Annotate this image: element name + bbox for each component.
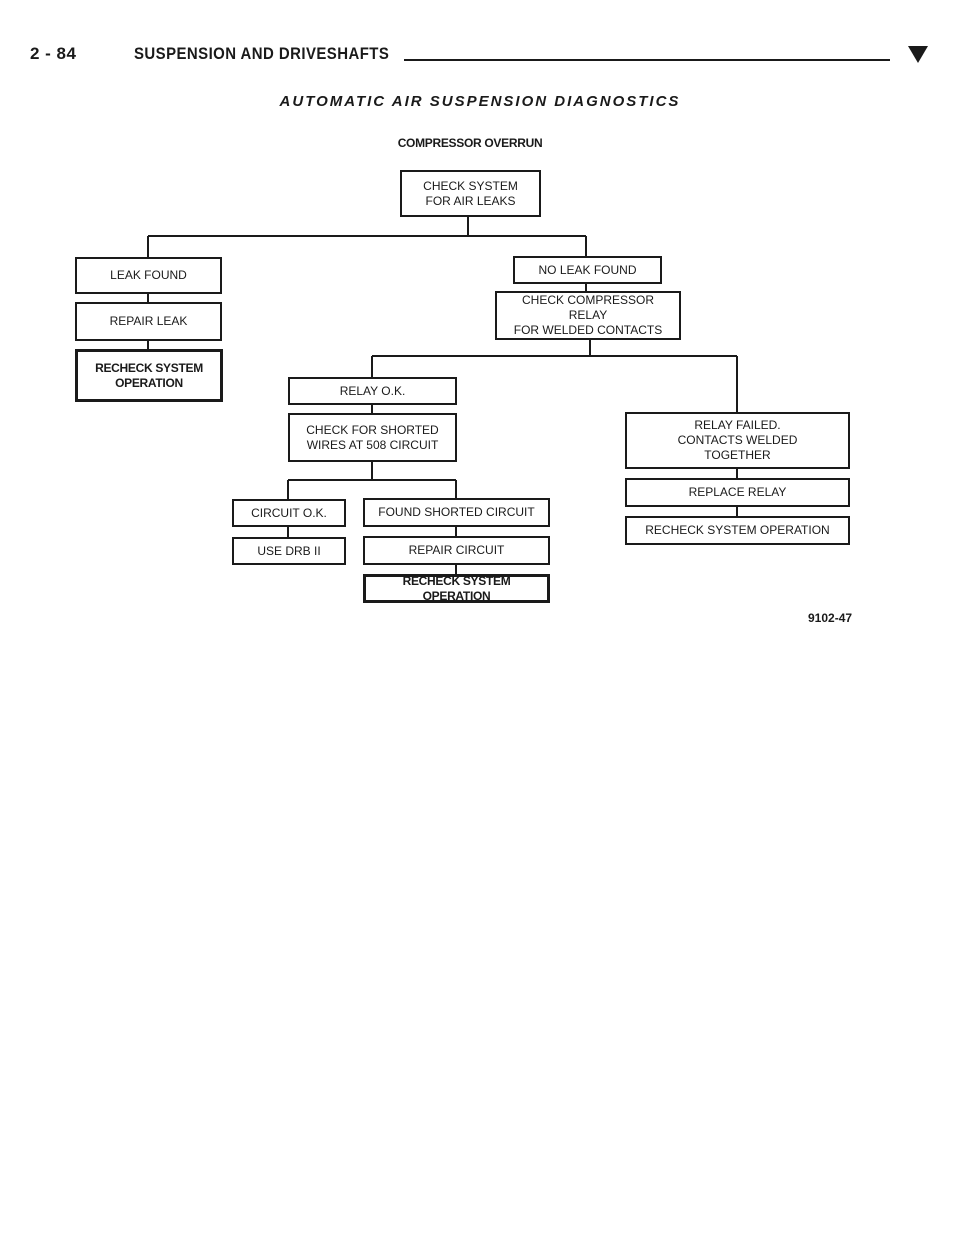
document-title: AUTOMATIC AIR SUSPENSION DIAGNOSTICS [279,93,681,110]
node-recheck-system-operation-left: RECHECK SYSTEM OPERATION [75,349,223,402]
node-relay-failed: RELAY FAILED. CONTACTS WELDED TOGETHER [625,412,850,469]
node-found-shorted-circuit: FOUND SHORTED CIRCUIT [363,498,550,527]
node-circuit-ok: CIRCUIT O.K. [232,499,346,527]
node-repair-leak: REPAIR LEAK [75,302,222,341]
flowchart-title: COMPRESSOR OVERRUN [397,136,543,150]
node-relay-ok: RELAY O.K. [288,377,457,405]
node-use-drb-ii: USE DRB II [232,537,346,565]
figure-id: 9102-47 [808,611,853,625]
section-title: SUSPENSION AND DRIVESHAFTS [134,44,390,63]
node-check-compressor-relay: CHECK COMPRESSOR RELAY FOR WELDED CONTACTS [495,291,681,340]
page-number: 2 - 84 [30,44,77,63]
node-leak-found: LEAK FOUND [75,257,222,294]
node-recheck-system-operation-right: RECHECK SYSTEM OPERATION [625,516,850,545]
node-recheck-system-operation-middle: RECHECK SYSTEM OPERATION [363,574,550,603]
node-check-system-air-leaks: CHECK SYSTEM FOR AIR LEAKS [400,170,541,217]
node-replace-relay: REPLACE RELAY [625,478,850,507]
node-no-leak-found: NO LEAK FOUND [513,256,662,284]
node-repair-circuit: REPAIR CIRCUIT [363,536,550,565]
node-check-shorted-wires: CHECK FOR SHORTED WIRES AT 508 CIRCUIT [288,413,457,462]
